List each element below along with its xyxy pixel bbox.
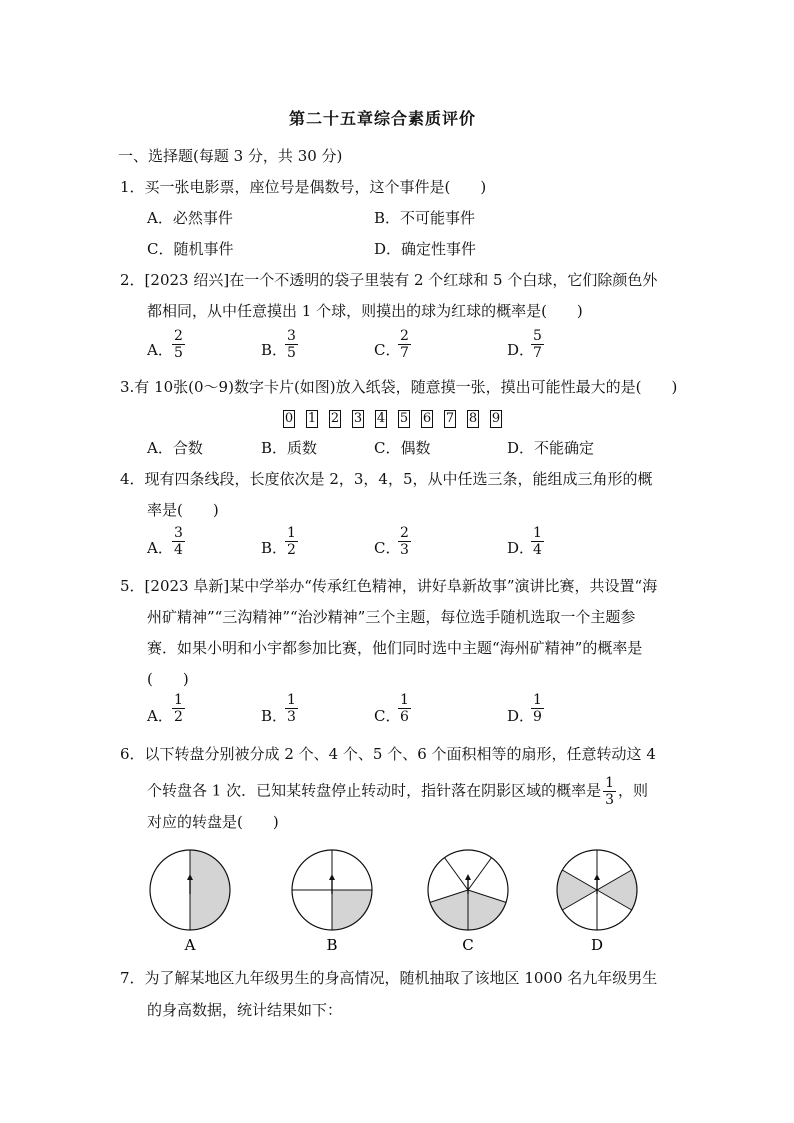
spinner-figures [130, 840, 660, 960]
digit-card: 6 [422, 411, 432, 426]
q5-label-a: A． [147, 707, 173, 725]
q4-label-a: A． [147, 539, 173, 557]
q5-line4: ( ) [147, 670, 189, 688]
q3-option-c: C．偶数 [374, 439, 431, 457]
q2-fraction-b: $\frac{3}{5}$ [287, 328, 296, 361]
q5-line2: 州矿精神”“三沟精神”“治沙精神”三个主题，每位选手随机选取一个主题参 [147, 608, 636, 626]
q3-option-a: A．合数 [147, 439, 203, 457]
digit-card: 4 [376, 411, 386, 426]
wheel-label-b: B [326, 936, 338, 954]
q5-label-c: C． [374, 707, 401, 725]
q2-fraction-d: $\frac{5}{7}$ [533, 328, 542, 361]
q4-line1: 4．现有四条线段，长度依次是 2，3，4，5，从中任选三条，能组成三角形的概 [120, 470, 653, 488]
q1-option-a: A．必然事件 [147, 209, 233, 227]
q2-line2: 都相同，从中任意摸出 1 个球，则摸出的球为红球的概率是( ) [147, 302, 583, 320]
q5-line3: 赛．如果小明和小宇都参加比赛，他们同时选中主题“海州矿精神”的概率是 [147, 639, 643, 657]
wheel-a-shaded [190, 850, 230, 930]
q5-fraction-b: $\frac{1}{3}$ [287, 692, 296, 725]
q4-label-c: C． [374, 539, 401, 557]
digit-card: 7 [445, 411, 455, 426]
q6-line2-end: ，则 [618, 781, 649, 800]
digit-card: 2 [330, 411, 340, 426]
q6-line1: 6．以下转盘分别被分成 2 个、4 个、5 个、6 个面积相等的扇形，任意转动这 4 [120, 745, 656, 763]
wheel-d-shaded [557, 870, 597, 910]
digit-card: 9 [491, 411, 501, 426]
q4-fraction-b: $\frac{1}{2}$ [287, 525, 296, 558]
q1-option-b: B．不可能事件 [374, 209, 476, 227]
q2-label-c: C． [374, 341, 401, 359]
q5-label-b: B． [261, 707, 288, 725]
section-heading: 一、选择题(每题 3 分，共 30 分) [118, 147, 343, 165]
q6-fraction: $\frac{1}{3}$ [605, 775, 615, 808]
page-title: 第二十五章综合素质评价 [289, 109, 477, 128]
digit-card: 8 [468, 411, 478, 426]
q2-label-d: D． [507, 341, 535, 359]
digit-card: 0 [284, 411, 294, 426]
q1-option-d: D．确定性事件 [374, 240, 477, 258]
q4-label-b: B． [261, 539, 288, 557]
q5-fraction-c: $\frac{1}{6}$ [400, 692, 409, 725]
q2-fraction-a: $\frac{2}{5}$ [174, 328, 183, 361]
q2-fraction-c: $\frac{2}{7}$ [400, 328, 409, 361]
digit-card: 5 [399, 411, 409, 426]
wheel-label-c: C [462, 936, 474, 954]
q3-option-d: D．不能确定 [507, 439, 595, 457]
q4-fraction-a: $\frac{3}{4}$ [174, 525, 183, 558]
q7-line2: 的身高数据，统计结果如下： [147, 1001, 343, 1019]
digit-card: 1 [307, 411, 317, 426]
q4-fraction-c: $\frac{2}{3}$ [400, 525, 409, 558]
q6-line3: 对应的转盘是( ) [147, 813, 279, 831]
q2-label-b: B． [261, 341, 288, 359]
q2-label-a: A． [147, 341, 173, 359]
q1-stem: 1．买一张电影票，座位号是偶数号，这个事件是( ) [120, 178, 487, 196]
q6-line2-text: 个转盘各 1 次．已知某转盘停止转动时，指针落在阴影区域的概率是 [147, 781, 602, 800]
q5-label-d: D． [507, 707, 535, 725]
q4-fraction-d: $\frac{1}{4}$ [533, 525, 542, 558]
q5-line1: 5．[2023 阜新]某中学举办“传承红色精神，讲好阜新故事”演讲比赛，共设置“海 [120, 577, 658, 595]
wheel-d-shaded [597, 870, 637, 910]
wheel-label-d: D [590, 936, 604, 954]
q3-option-b: B．质数 [261, 439, 318, 457]
q3-digit-cards [283, 408, 513, 428]
q5-fraction-a: $\frac{1}{2}$ [174, 692, 183, 725]
q6-line2 [147, 775, 648, 808]
q4-label-d: D． [507, 539, 535, 557]
q1-option-c: C．随机事件 [147, 240, 234, 258]
q4-line2: 率是( ) [147, 501, 219, 519]
q7-line1: 7．为了解某地区九年级男生的身高情况，随机抽取了该地区 1000 名九年级男生 [120, 969, 658, 987]
q3-stem: 3.有 10张(0～9)数字卡片(如图)放入纸袋，随意摸一张，摸出可能性最大的是( ) [120, 378, 678, 396]
wheel-label-a: A [184, 936, 196, 954]
q2-line1: 2．[2023 绍兴]在一个不透明的袋子里装有 2 个红球和 5 个白球，它们除颜色外 [120, 271, 658, 289]
q5-fraction-d: $\frac{1}{9}$ [533, 692, 542, 725]
digit-card: 3 [353, 411, 363, 426]
